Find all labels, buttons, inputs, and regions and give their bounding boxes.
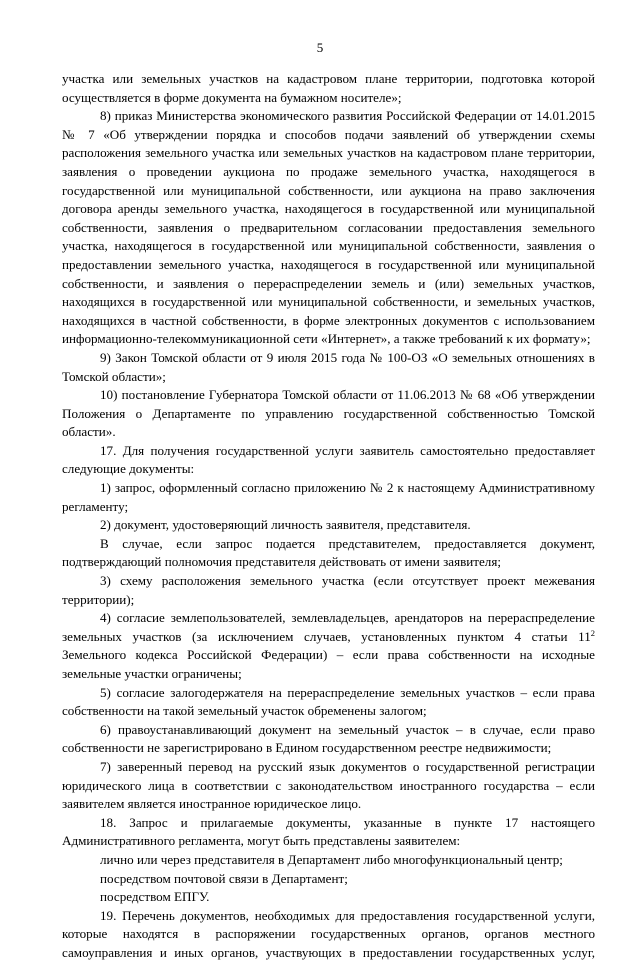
paragraph-item-4 — [62, 609, 595, 683]
page-number: 5 — [316, 40, 324, 55]
paragraph: 17. Для получения государственной услуги заявитель самостоятельно предоставляет следующие документы: — [62, 442, 595, 477]
paragraph: посредством ЕПГУ. — [100, 889, 210, 905]
paragraph: 1) запрос, оформленный согласно приложению № 2 к настоящему Административному регламенту; — [62, 480, 595, 514]
document-body — [62, 70, 595, 963]
paragraph: лично или через представителя в Департамент либо многофункциональный центр; — [100, 851, 563, 867]
superscript: 2 — [590, 627, 595, 638]
paragraph-continued: 19. Перечень документов, необходимых для предоставления государственной услуги, которые находятся в распоряжении государственных органов, органов местного самоуправления и иных органов, участвующих в предоставлении государственных услуг, — [62, 907, 595, 960]
item-4-text-cont: Земельного кодекса Российской Федерации) – если права собственности на исходные земельные участки ограничены; — [62, 647, 595, 681]
paragraph: 18. Запрос и прилагаемые документы, указанные в пункте 17 настоящего Административного регламента, могут быть представлены заявителем: — [62, 814, 595, 849]
paragraph: 10) постановление Губернатора Томской области от 11.06.2013 № 68 «Об утверждении Положения о Департаменте по управлению государственной собственностью Томской области». — [62, 387, 595, 440]
paragraph: участка или земельных участков на кадастровом плане территории, подготовка которой осуществляется в форме документа на бумажном носителе»; — [62, 71, 595, 105]
paragraph: 3) схему расположения земельного участка (если отсутствует проект межевания территории); — [62, 573, 595, 607]
paragraph: В случае, если запрос подается представителем, предоставляется документ, подтверждающий полномочия представителя действовать от имени заявителя; — [62, 535, 595, 570]
paragraph: 5) согласие залогодержателя на перераспределение земельных участков – если права собственности на такой земельный участок обременены залогом; — [62, 684, 595, 719]
item-4-text: 4) согласие землепользователей, землевладельцев, арендаторов на перераспределение земельных участков (за исключением случаев, установленных пунктом 4 статьи 11 — [62, 610, 595, 644]
paragraph: 2) документ, удостоверяющий личность заявителя, представителя. — [100, 517, 471, 533]
paragraph: 6) правоустанавливающий документ на земельный участок – в случае, если право собственности не зарегистрировано в Едином государственном реестре недвижимости; — [62, 721, 595, 756]
paragraph: 8) приказ Министерства экономического развития Российской Федерации от 14.01.2015 № 7 «Об утверждении порядка и способов подачи заявлений об утверждении схемы расположения земельного участка или земельных участков на кадастровом плане территории, заявления о проведении аукциона по продаже земельного участка, находящегося в государственной или муниципальной собственности, или аукциона на право заключения договора аренды земельного участка, находящегося в государственной или муниципальной собственности, заявления о предварительном согласовании предоставления земельного участка, находящегося в государственной или муниципальной собственности, заявления о предоставлении земельного участка, находящегося в государственной или муниципальной собственности, и заявления о перераспределении земель и (или) земельных участков, находящихся в государственной или муниципальной собственности, и земельных участков, находящихся в частной собственности, в форме электронных документов с использованием информационно-телекоммуникационной сети «Интернет», а также требований к их формату»; — [62, 108, 595, 347]
paragraph: посредством почтовой связи в Департамент; — [100, 870, 348, 886]
paragraph: 9) Закон Томской области от 9 июля 2015 года № 100-ОЗ «О земельных отношениях в Томской области»; — [62, 349, 595, 384]
paragraph: 7) заверенный перевод на русский язык документов о государственной регистрации юридического лица в соответствии с законодательством иностранного государства – если заявителем является иностранное юридическое лицо. — [62, 758, 595, 812]
